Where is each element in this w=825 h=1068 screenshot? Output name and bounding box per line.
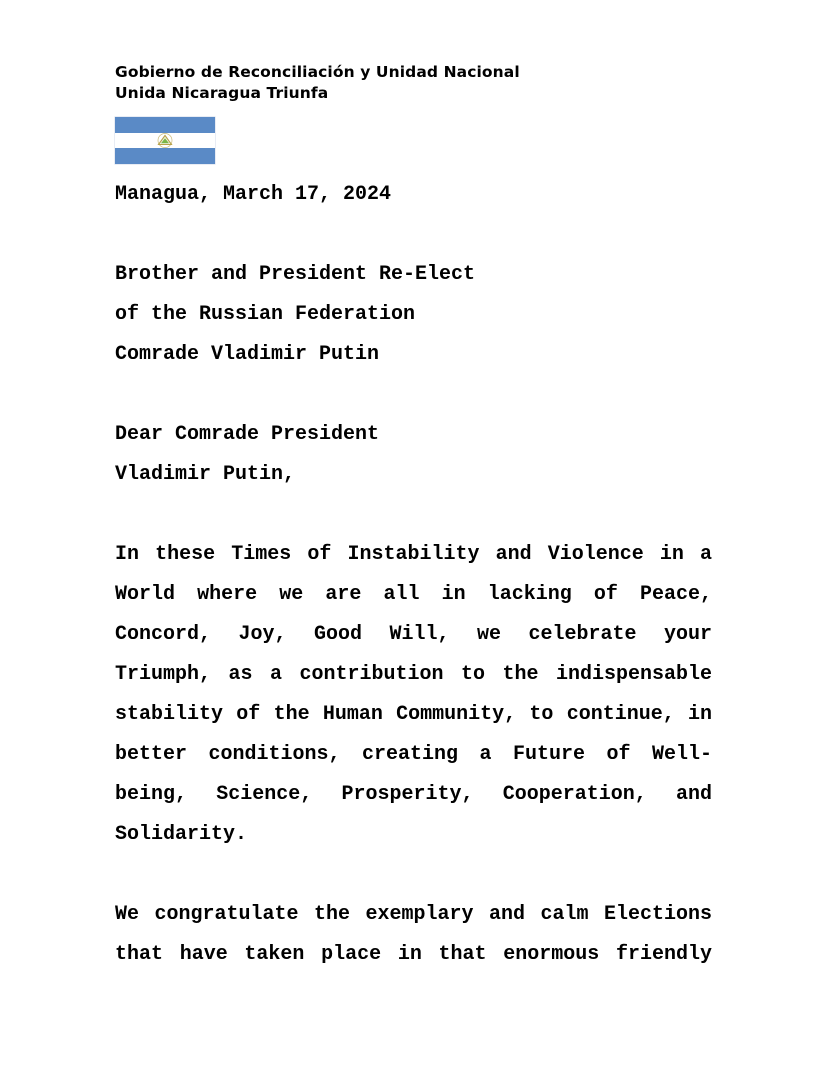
paragraph-line: that have taken place in that enormous friendly <box>115 943 712 966</box>
addressee-line-2: of the Russian Federation <box>115 303 416 326</box>
flag-stripe-middle <box>115 133 215 149</box>
paragraph-line: World where we are all in lacking of Peace, <box>115 583 712 606</box>
flag-stripe-top <box>115 117 215 133</box>
paragraph-line: We congratulate the exemplary and calm Elections <box>115 903 712 926</box>
coat-of-arms-icon <box>153 133 177 148</box>
blank-line <box>115 495 712 535</box>
paragraph-line: stability of the Human Community, to continue, in <box>115 703 712 726</box>
blank-line <box>115 215 712 255</box>
salutation-line-2: Vladimir Putin, <box>115 463 296 486</box>
nicaragua-flag-icon <box>115 117 215 164</box>
addressee-block <box>115 255 712 375</box>
salutation-block <box>115 415 712 495</box>
paragraph-1 <box>115 535 712 855</box>
addressee-line-3: Comrade Vladimir Putin <box>115 343 380 366</box>
paragraph-line: Concord, Joy, Good Will, we celebrate your <box>115 623 712 646</box>
paragraph-line: Triumph, as a contribution to the indispensable <box>115 663 712 686</box>
date-line: Managua, March 17, 2024 <box>115 183 392 206</box>
salutation-line-1: Dear Comrade President <box>115 423 380 446</box>
addressee-line-1: Brother and President Re-Elect <box>115 263 476 286</box>
blank-line <box>115 375 712 415</box>
blank-line <box>115 855 712 895</box>
paragraph-line: being, Science, Prosperity, Cooperation, and <box>115 783 712 806</box>
letterhead-line-1: Gobierno de Reconciliación y Unidad Nacional <box>115 63 520 81</box>
paragraph-2 <box>115 895 712 975</box>
letterhead-line-2: Unida Nicaragua Triunfa <box>115 84 329 102</box>
paragraph-line: Solidarity. <box>115 823 248 846</box>
paragraph-line: better conditions, creating a Future of Well- <box>115 743 712 766</box>
letterhead <box>115 62 712 104</box>
letter-body <box>115 175 712 975</box>
paragraph-line: In these Times of Instability and Violence in a <box>115 543 712 566</box>
flag-stripe-bottom <box>115 148 215 164</box>
